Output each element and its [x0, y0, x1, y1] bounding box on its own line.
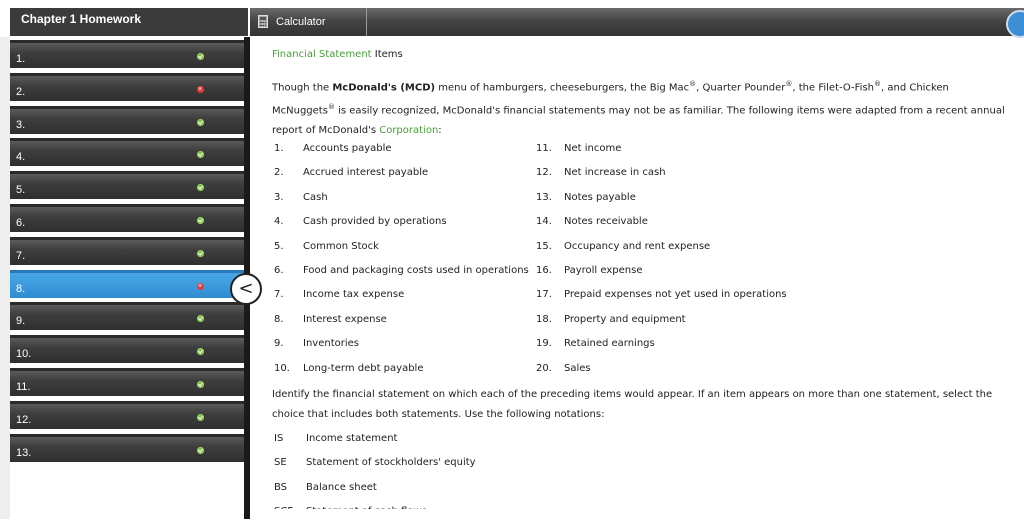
intro-text: , Quarter Pounder	[696, 82, 786, 94]
notation-abbr: IS	[274, 433, 284, 444]
collapse-sidebar-button[interactable]: <	[230, 273, 262, 305]
company-name: McDonald's (MCD)	[332, 82, 436, 94]
item-number: 7.	[274, 289, 284, 301]
content-cutoff	[262, 509, 1024, 519]
item-number: 10.	[274, 362, 290, 374]
item-text: Accounts payable	[303, 143, 392, 154]
sidebar-item-question-4[interactable]	[10, 138, 244, 166]
item-number: 6.	[274, 265, 284, 276]
intro-text: Though the	[272, 82, 333, 94]
toolbar	[250, 8, 1024, 36]
item-text: Notes payable	[564, 191, 636, 203]
error-icon	[197, 283, 204, 290]
sidebar-item-label: 9.	[16, 315, 26, 328]
sidebar-item-question-11[interactable]	[10, 368, 244, 396]
intro-text: menu of hamburgers, cheeseburgers, the Big Mac	[435, 82, 690, 94]
item-number: 12.	[536, 167, 552, 179]
sidebar-item-label: 6.	[16, 217, 26, 229]
item-number: 11.	[536, 143, 552, 154]
notation-desc: Income statement	[306, 433, 398, 444]
item-number: 5.	[274, 240, 284, 252]
check-icon	[197, 250, 204, 257]
sidebar-item-label: 3.	[16, 118, 26, 131]
item-number: 20.	[536, 362, 552, 374]
check-icon	[197, 315, 204, 322]
sidebar-item-question-13[interactable]	[10, 434, 244, 462]
sidebar-item-label: 2.	[16, 85, 26, 98]
heading-rest: Items	[371, 49, 403, 60]
registered-mark: ®	[327, 102, 335, 111]
heading-highlight: Financial Statement	[272, 49, 372, 60]
calculator-button[interactable]	[250, 8, 367, 36]
item-text: Cash provided by operations	[303, 216, 447, 228]
question-content	[272, 37, 1017, 519]
item-text: Inventories	[303, 338, 359, 350]
item-number: 2.	[274, 167, 284, 179]
notation-desc: Balance sheet	[306, 481, 377, 493]
instructions: Identify the financial statement on which each of the preceding items would appear. If an item appears on more than one statement, select the choice that includes both statements. Use the following notations:	[272, 389, 993, 420]
item-text: Prepaid expenses not yet used in operations	[564, 289, 787, 301]
sidebar-item-question-2[interactable]	[10, 73, 244, 101]
sidebar-item-label: 7.	[16, 249, 26, 262]
sidebar-item-question-9[interactable]	[10, 302, 244, 330]
check-icon	[197, 53, 204, 60]
sidebar-item-label: 5.	[16, 184, 26, 197]
sidebar-item-question-12[interactable]	[10, 401, 244, 429]
sidebar-item-label: 10.	[16, 348, 32, 361]
item-text: Sales	[564, 362, 591, 374]
sidebar-item-question-5[interactable]	[10, 171, 244, 199]
item-text: Net income	[564, 143, 622, 154]
notation-abbr: SE	[274, 457, 287, 469]
sidebar-item-question-3[interactable]	[10, 106, 244, 134]
sidebar-item-question-8[interactable]	[10, 270, 244, 298]
intro-text: :	[438, 124, 442, 136]
item-number: 8.	[274, 313, 284, 325]
help-icon[interactable]	[1006, 10, 1024, 38]
item-text: Occupancy and rent expense	[564, 240, 711, 252]
item-number: 1.	[274, 143, 284, 154]
item-text: Income tax expense	[303, 289, 405, 301]
check-icon	[197, 414, 204, 421]
intro-text: , and Chicken McNuggets	[272, 82, 949, 117]
check-icon	[197, 184, 204, 191]
item-text: Notes receivable	[564, 216, 648, 228]
item-text: Cash	[303, 191, 328, 203]
registered-mark: ®	[689, 80, 697, 88]
assignment-title: Chapter 1 Homework	[10, 8, 248, 36]
item-number: 15.	[536, 240, 552, 252]
question-sidebar	[10, 37, 246, 519]
sidebar-item-question-1[interactable]	[10, 40, 244, 68]
sidebar-item-label: 13.	[16, 446, 32, 459]
item-number: 14.	[536, 216, 552, 228]
item-number: 16.	[536, 265, 552, 276]
item-number: 17.	[536, 289, 552, 301]
sidebar-item-label: 1.	[16, 53, 26, 65]
item-number: 4.	[274, 216, 284, 228]
item-number: 3.	[274, 191, 284, 203]
item-text: Common Stock	[303, 240, 379, 252]
check-icon	[197, 151, 204, 158]
item-text: Long-term debt payable	[303, 362, 424, 374]
item-text: Retained earnings	[564, 338, 655, 350]
item-number: 19.	[536, 338, 552, 350]
item-text: Food and packaging costs used in operations	[303, 265, 529, 276]
check-icon	[197, 217, 204, 224]
corporation-link[interactable]: Corporation	[379, 124, 439, 136]
item-text: Property and equipment	[564, 313, 686, 325]
item-text: Accrued interest payable	[303, 167, 429, 179]
calculator-label: Calculator	[276, 16, 326, 28]
intro-paragraph	[272, 75, 1014, 140]
check-icon	[197, 447, 204, 454]
sidebar-item-question-10[interactable]	[10, 335, 244, 363]
item-number: 9.	[274, 338, 284, 350]
intro-text: , the Filet-O-Fish	[792, 82, 875, 94]
intro-text: is easily recognized, McDonald's financial statements may not be as familiar. The following items were adapted from a recent annual report of McDonald's	[272, 105, 1005, 136]
check-icon	[197, 381, 204, 388]
sidebar-item-label: 4.	[16, 151, 26, 164]
registered-mark: ®	[785, 80, 793, 88]
error-icon	[197, 86, 204, 93]
check-icon	[197, 348, 204, 355]
item-number: 13.	[536, 191, 552, 203]
item-text: Interest expense	[303, 313, 387, 325]
page-title	[272, 49, 403, 60]
sidebar-item-question-7[interactable]	[10, 237, 244, 265]
calculator-icon	[258, 15, 268, 28]
registered-mark: ®	[874, 80, 882, 88]
item-text: Net increase in cash	[564, 167, 666, 179]
notation-desc: Statement of stockholders' equity	[306, 457, 476, 469]
sidebar-item-question-6[interactable]	[10, 204, 244, 232]
item-number: 18.	[536, 313, 552, 325]
top-bar	[0, 0, 1024, 37]
sidebar-item-label: 12.	[16, 413, 32, 426]
item-text: Payroll expense	[564, 265, 643, 276]
notation-abbr: BS	[274, 481, 288, 493]
sidebar-item-label: 11.	[16, 381, 31, 393]
check-icon	[197, 119, 204, 126]
sidebar-item-label: 8.	[16, 282, 26, 295]
